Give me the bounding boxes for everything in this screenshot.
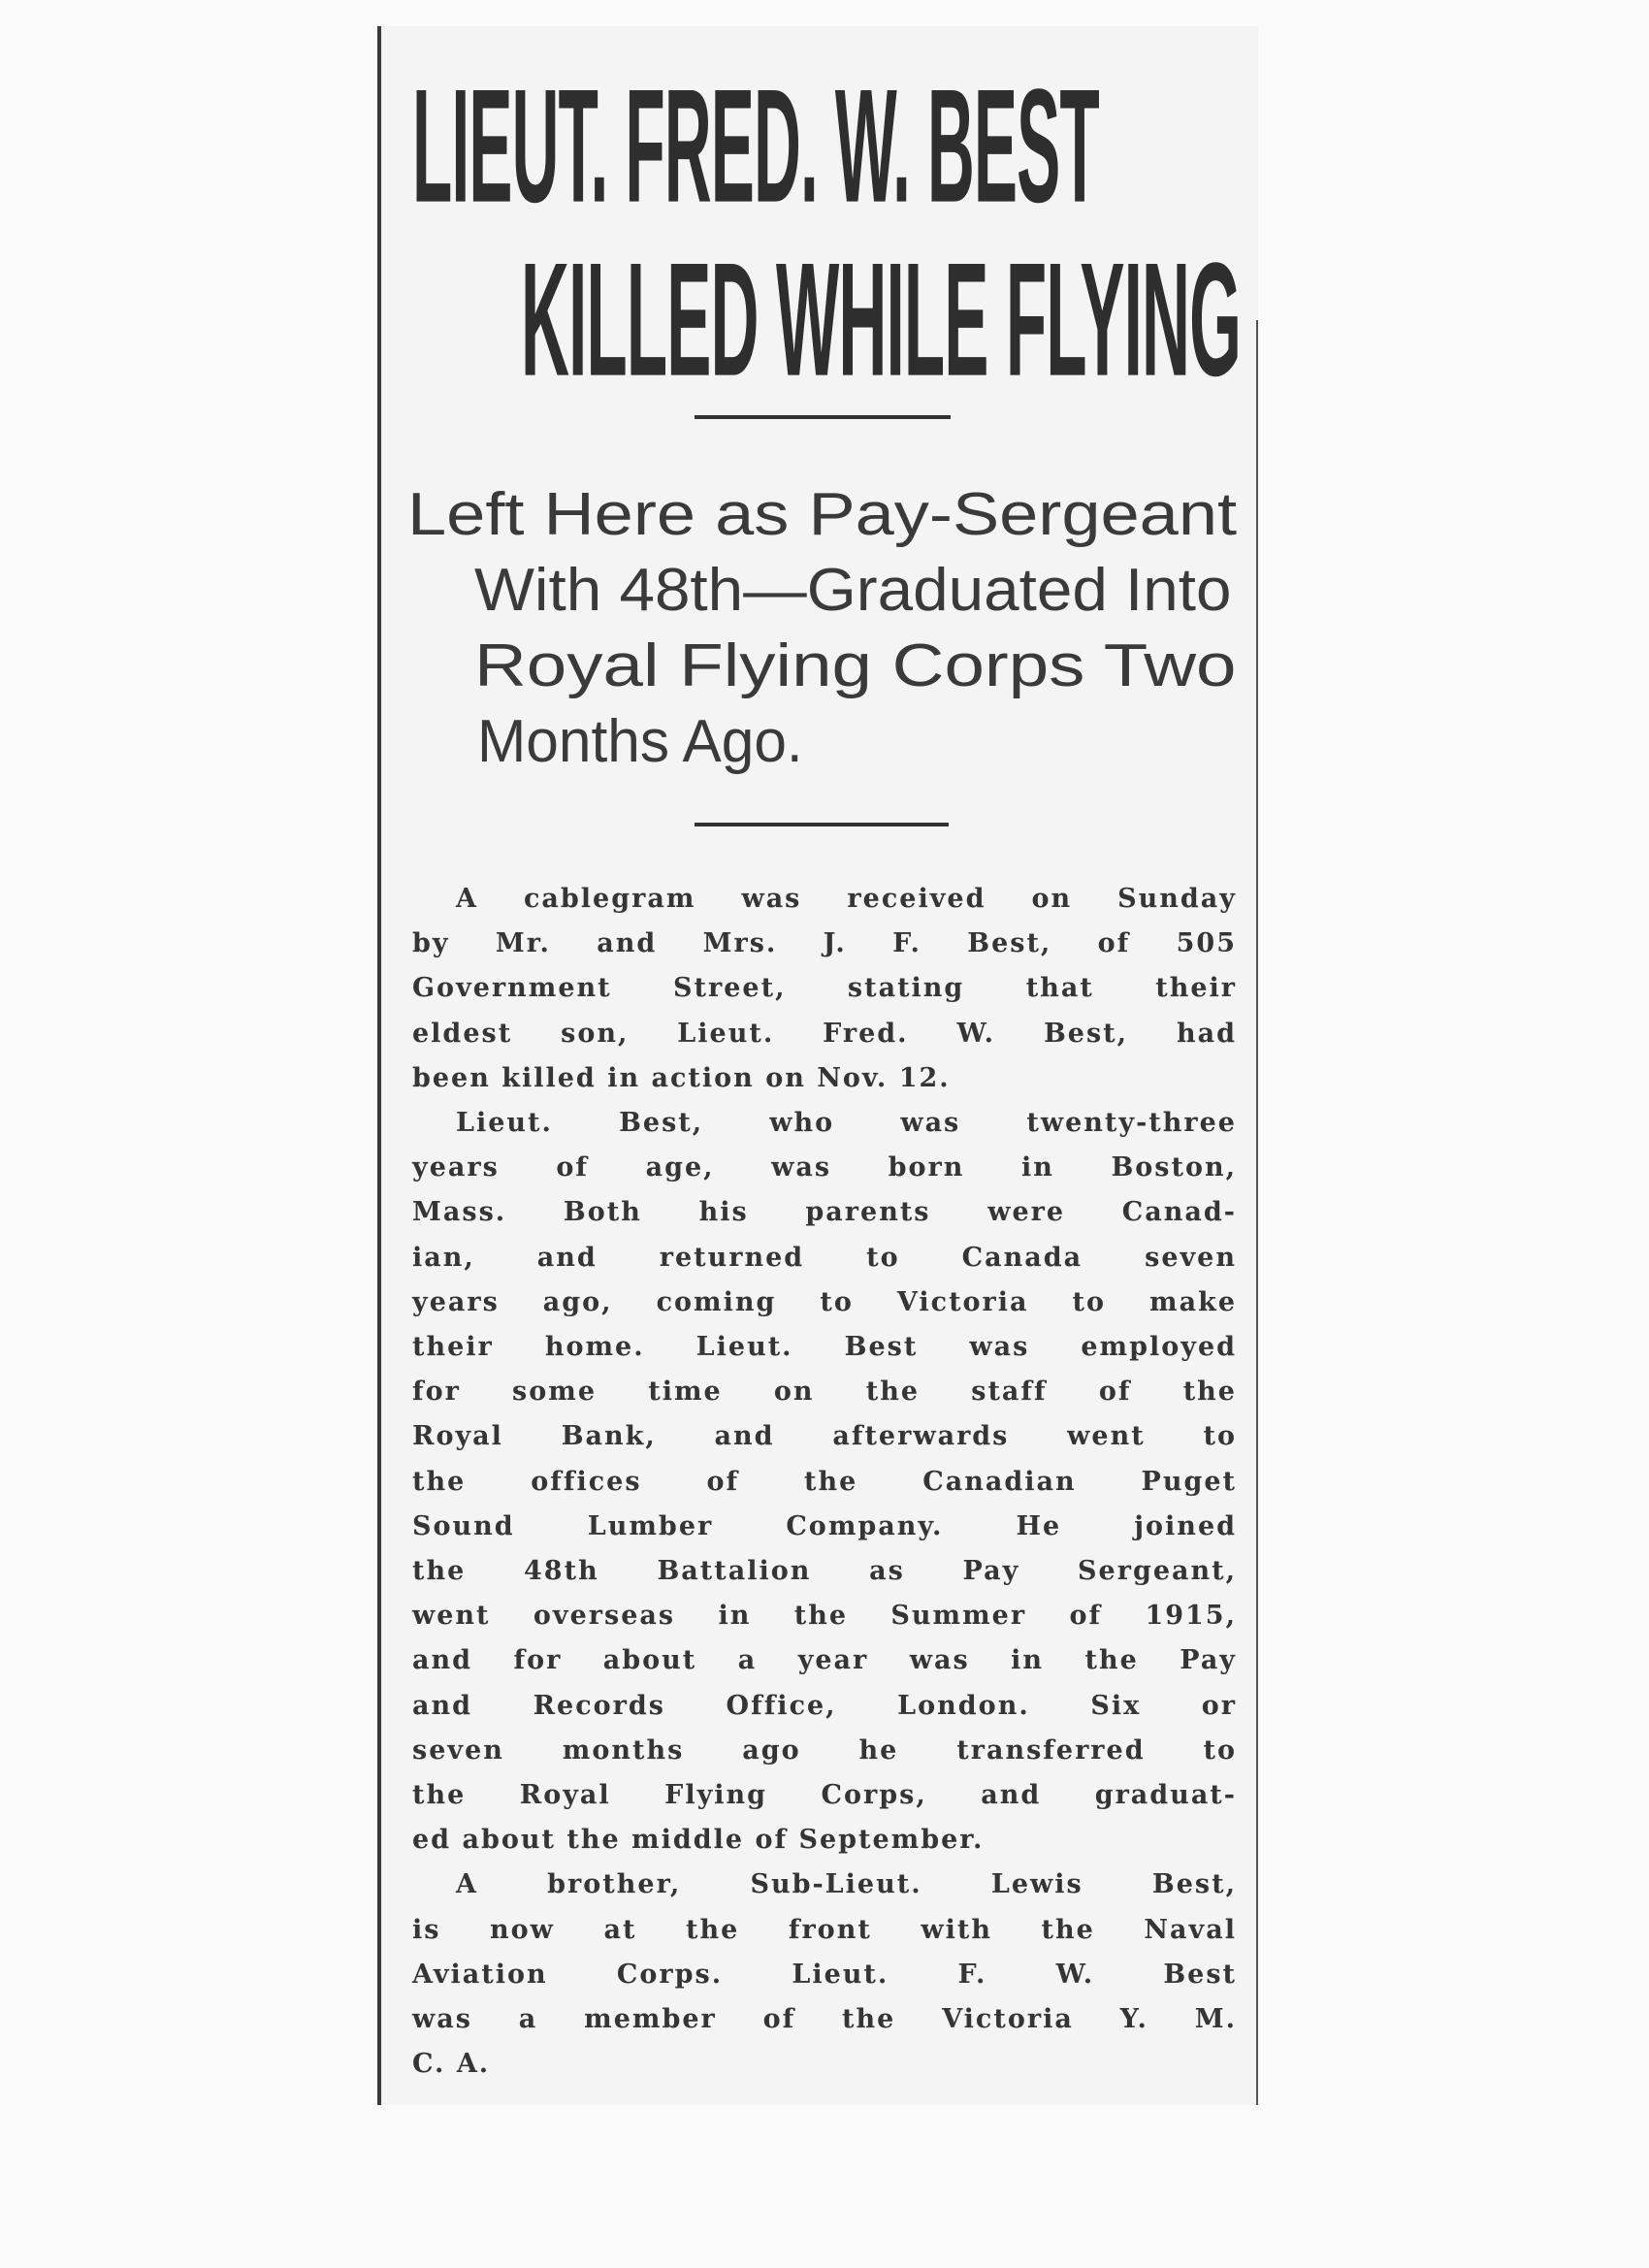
- article-line: their home. Lieut. Best was employed: [412, 1332, 1237, 1362]
- article-line: for some time on the staff of the: [412, 1377, 1237, 1408]
- article-line: and for about a year was in the Pay: [412, 1645, 1237, 1676]
- article-line: A cablegram was received on Sunday: [456, 884, 1237, 914]
- article-line: Sound Lumber Company. He joined: [412, 1510, 1237, 1541]
- subhead-line-1: Left Here as Pay-Sergeant: [407, 481, 1238, 548]
- article-line: Mass. Both his parents were Canad-: [412, 1197, 1237, 1228]
- article-line: A brother, Sub-Lieut. Lewis Best,: [456, 1869, 1237, 1900]
- headline-line-1: LIEUT. FRED. W. BEST: [412, 54, 1099, 237]
- article-line: Lieut. Best, who was twenty-three: [456, 1108, 1237, 1138]
- article-line: and Records Office, London. Six or: [412, 1690, 1237, 1721]
- column-rule-left: [377, 26, 381, 2105]
- article-line: ian, and returned to Canada seven: [412, 1242, 1237, 1273]
- article-line: was a member of the Victoria Y. M.: [412, 2004, 1237, 2034]
- article-line: been killed in action on Nov. 12.: [412, 1062, 951, 1093]
- article-line: the Royal Flying Corps, and graduat-: [412, 1780, 1237, 1810]
- subhead-line-3: Royal Flying Corps Two: [474, 632, 1237, 699]
- article-line: Aviation Corps. Lieut. F. W. Best: [412, 1959, 1237, 1990]
- article-line: eldest son, Lieut. Fred. W. Best, had: [412, 1018, 1237, 1049]
- article-line: Government Street, stating that their: [412, 973, 1237, 1004]
- article-line: the 48th Battalion as Pay Sergeant,: [412, 1556, 1237, 1586]
- subhead-line-4: Months Ago.: [477, 708, 803, 775]
- article-line: years of age, was born in Boston,: [412, 1152, 1237, 1183]
- article-line: went overseas in the Summer of 1915,: [412, 1601, 1237, 1632]
- divider: [695, 415, 951, 419]
- divider: [695, 823, 949, 826]
- article-line: is now at the front with the Naval: [412, 1914, 1237, 1945]
- column-rule-right: [1256, 320, 1258, 2105]
- headline-line-2: KILLED WHILE FLYING: [521, 228, 1242, 410]
- article-line: Royal Bank, and afterwards went to: [412, 1421, 1237, 1452]
- article-line: C. A.: [412, 2049, 491, 2080]
- article-line: years ago, coming to Victoria to make: [412, 1286, 1237, 1317]
- article-line: by Mr. and Mrs. J. F. Best, of 505: [412, 928, 1237, 959]
- subhead-line-2: With 48th—Graduated Into: [474, 557, 1232, 624]
- article-line: seven months ago he transferred to: [412, 1734, 1237, 1766]
- article-line: ed about the middle of September.: [412, 1825, 985, 1856]
- article-line: the offices of the Canadian Puget: [412, 1466, 1237, 1497]
